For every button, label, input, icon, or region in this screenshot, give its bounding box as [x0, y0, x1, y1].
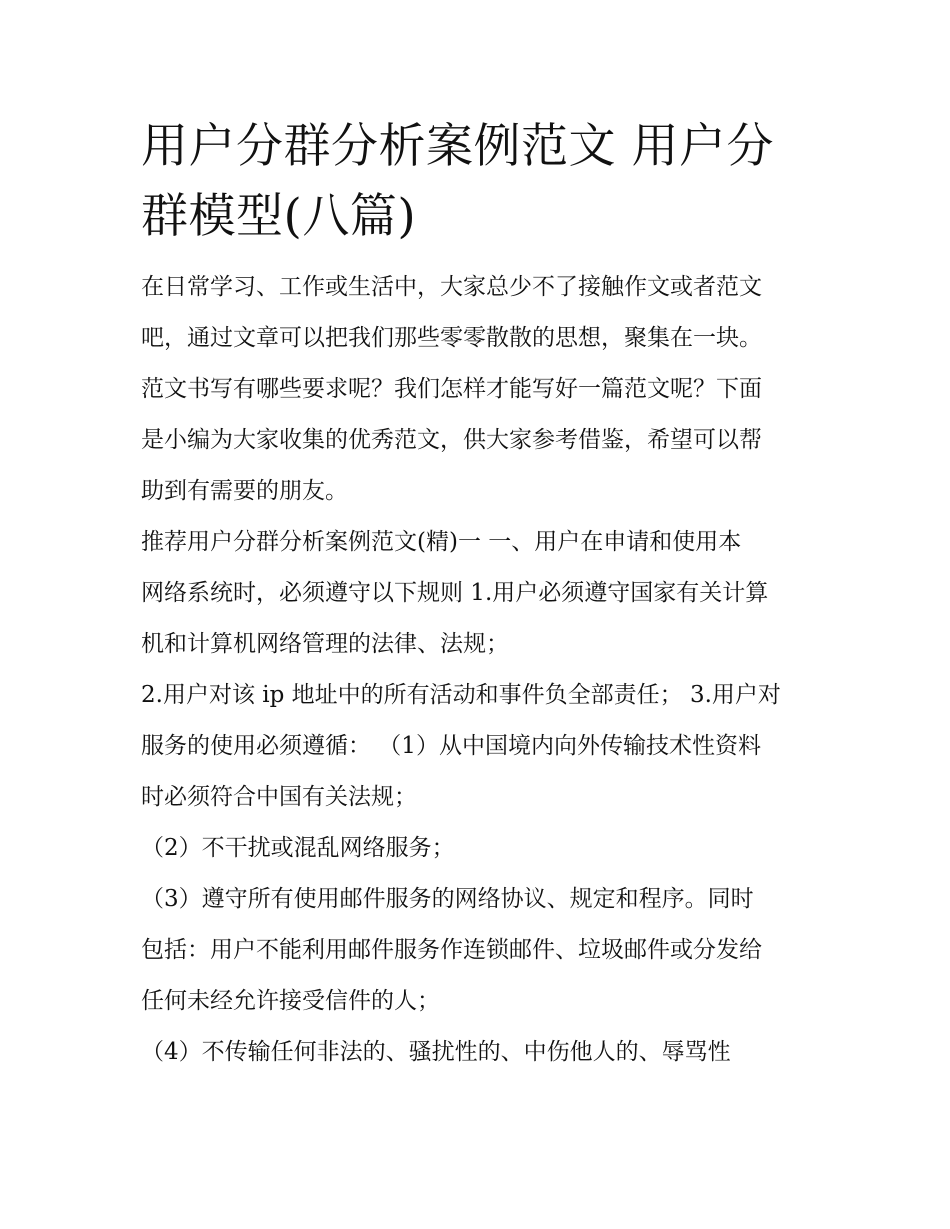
- body-line: 网络系统时，必须遵守以下规则 1.用户必须遵守国家有关计算: [141, 580, 769, 606]
- body-line: 助到有需要的朋友。: [141, 478, 348, 504]
- document-title: [141, 112, 813, 252]
- body-line: （3）遵守所有使用邮件服务的网络协议、规定和程序。同时: [141, 886, 754, 912]
- body-line: 时必须符合中国有关法规；: [141, 784, 417, 810]
- body-line: 在日常学习、工作或生活中，大家总少不了接触作文或者范文: [141, 274, 762, 300]
- body-line: 机和计算机网络管理的法律、法规；: [141, 631, 509, 657]
- body-line: 推荐用户分群分析案例范文(精)一 一、用户在申请和使用本: [141, 529, 742, 555]
- body-line: 服务的使用必须遵循： （1）从中国境内向外传输技术性资料: [141, 733, 761, 759]
- body-line: 任何未经允许接受信件的人；: [141, 988, 440, 1014]
- body-line: （2）不干扰或混乱网络服务；: [141, 835, 455, 861]
- body-line: （4）不传输任何非法的、骚扰性的、中伤他人的、辱骂性: [141, 1039, 731, 1065]
- title-line-2: 群模型(八篇): [141, 189, 417, 244]
- body-line: 包括：用户不能利用邮件服务作连锁邮件、垃圾邮件或分发给: [141, 937, 762, 963]
- body-line: 吧，通过文章可以把我们那些零零散散的思想，聚集在一块。: [141, 325, 762, 351]
- body-line: 范文书写有哪些要求呢？我们怎样才能写好一篇范文呢？下面: [141, 376, 762, 402]
- document-content: [141, 112, 813, 1078]
- body-line: 2.用户对该 ip 地址中的所有活动和事件负全部责任； 3.用户对: [141, 682, 781, 708]
- body-line: 是小编为大家收集的优秀范文，供大家参考借鉴，希望可以帮: [141, 427, 762, 453]
- body-text: [141, 262, 813, 1078]
- title-line-1: 用户分群分析案例范文 用户分: [141, 119, 774, 174]
